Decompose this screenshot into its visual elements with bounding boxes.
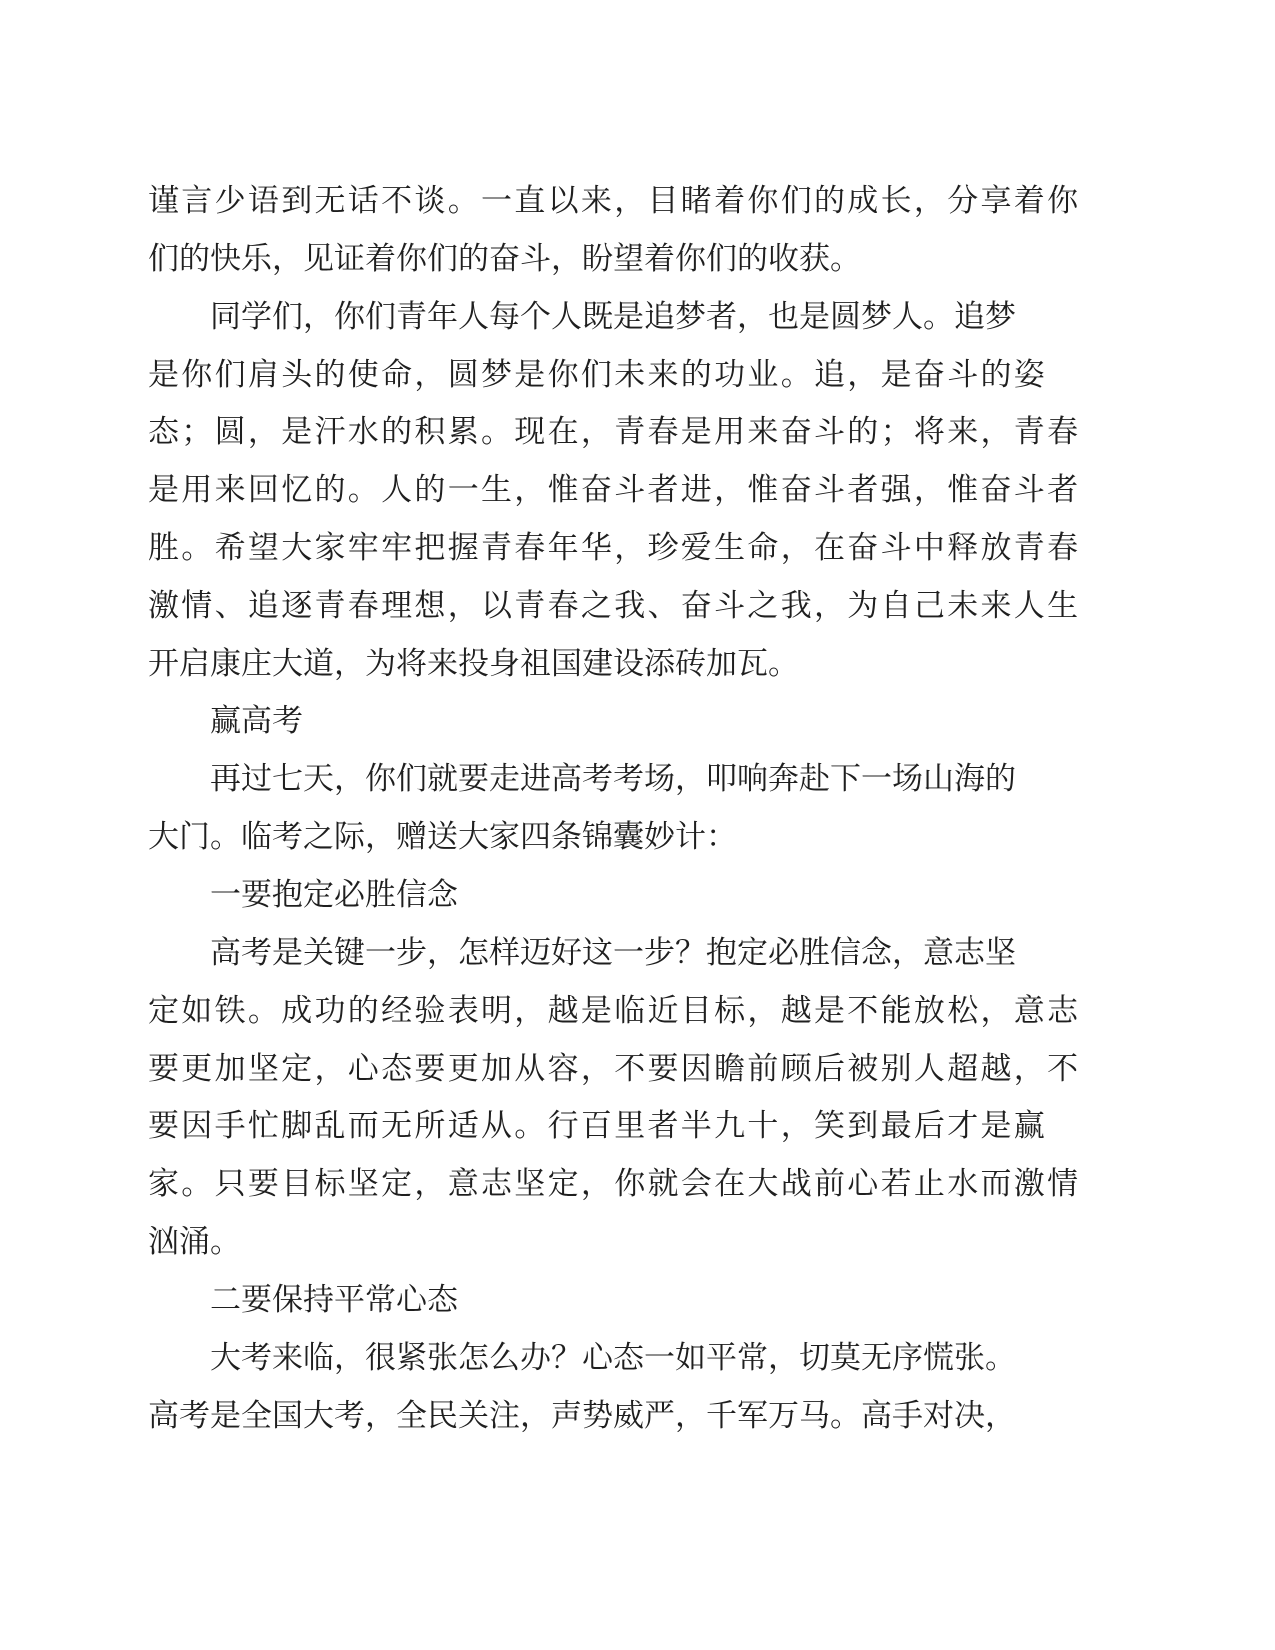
text-line: 要更加坚定，心态要更加从容，不要因瞻前顾后被别人超越，不 [148, 1051, 1081, 1087]
text-line: 汹涌。 [148, 1224, 241, 1260]
section-heading: 赢高考 [210, 703, 303, 739]
text-line: 定如铁。成功的经验表明，越是临近目标，越是不能放松，意志 [148, 993, 1081, 1029]
text-line: 胜。希望大家牢牢把握青春年华，珍爱生命，在奋斗中释放青春 [148, 530, 1081, 566]
text-line: 高考是全国大考，全民关注，声势威严，千军万马。高手对决， [148, 1398, 1016, 1434]
subheading: 一要抱定必胜信念 [210, 877, 458, 913]
text-line: 是用来回忆的。人的一生，惟奋斗者进，惟奋斗者强，惟奋斗者 [148, 472, 1081, 508]
text-line: 激情、追逐青春理想，以青春之我、奋斗之我，为自己未来人生 [148, 588, 1081, 624]
text-line: 态；圆，是汗水的积累。现在，青春是用来奋斗的；将来，青春 [148, 414, 1081, 450]
text-line: 大门。临考之际，赠送大家四条锦囊妙计： [148, 819, 737, 855]
text-line: 再过七天，你们就要走进高考考场，叩响奔赴下一场山海的 [210, 761, 1016, 797]
text-line: 们的快乐，见证着你们的奋斗，盼望着你们的收获。 [148, 241, 861, 277]
text-line: 要因手忙脚乱而无所适从。行百里者半九十，笑到最后才是赢 [148, 1108, 1048, 1144]
text-line: 开启康庄大道，为将来投身祖国建设添砖加瓦。 [148, 646, 799, 682]
text-line: 是你们肩头的使命，圆梦是你们未来的功业。追，是奋斗的姿 [148, 357, 1048, 393]
text-line: 同学们，你们青年人每个人既是追梦者，也是圆梦人。追梦 [210, 299, 1016, 335]
text-line: 谨言少语到无话不谈。一直以来，目睹着你们的成长，分享着你 [148, 183, 1081, 219]
text-line: 大考来临，很紧张怎么办？心态一如平常，切莫无序慌张。 [210, 1340, 1016, 1376]
text-line: 家。只要目标坚定，意志坚定，你就会在大战前心若止水而激情 [148, 1166, 1081, 1202]
text-line: 高考是关键一步，怎样迈好这一步？抱定必胜信念，意志坚 [210, 935, 1016, 971]
subheading: 二要保持平常心态 [210, 1282, 458, 1318]
